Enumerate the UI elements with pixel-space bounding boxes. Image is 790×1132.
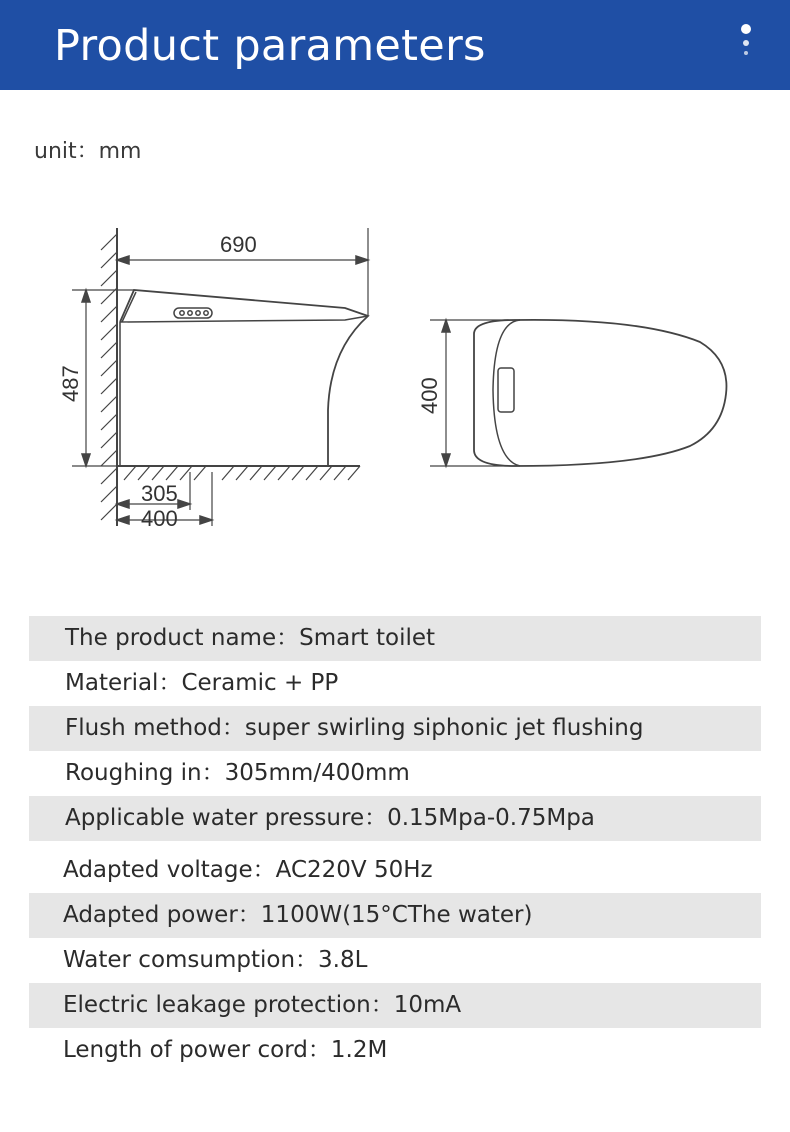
header-bar bbox=[0, 0, 790, 90]
page-title: Product parameters bbox=[54, 21, 486, 71]
spec-label: The product name： bbox=[65, 625, 300, 651]
spec-value: 3.8L bbox=[318, 947, 368, 973]
spec-label: Adapted voltage： bbox=[63, 857, 276, 883]
dim-height-label: 487 bbox=[58, 365, 83, 402]
spec-row bbox=[29, 661, 761, 706]
spec-label: Applicable water pressure： bbox=[65, 805, 388, 831]
dim-rough-305-label: 305 bbox=[141, 481, 178, 506]
spec-row bbox=[29, 751, 761, 796]
spec-label: Electric leakage protection： bbox=[63, 992, 394, 1018]
spec-value: AC220V 50Hz bbox=[275, 857, 433, 883]
spec-value: 0.15Mpa-0.75Mpa bbox=[387, 805, 595, 831]
spec-label: Length of power cord： bbox=[63, 1037, 331, 1063]
spec-label: Roughing in： bbox=[65, 760, 225, 786]
spec-value: 1100W(15°CThe water) bbox=[260, 902, 533, 928]
spec-value: 305mm/400mm bbox=[224, 760, 410, 786]
spec-value: super swirling siphonic jet flushing bbox=[244, 715, 644, 741]
dim-width-label: 400 bbox=[417, 377, 442, 414]
spec-value: Smart toilet bbox=[299, 625, 436, 651]
spec-label: Flush method： bbox=[65, 715, 245, 741]
more-menu-icon[interactable] bbox=[738, 24, 754, 58]
spec-row bbox=[29, 616, 761, 661]
toilet-dimension-drawing bbox=[0, 210, 790, 550]
spec-value: 10mA bbox=[393, 992, 462, 1018]
spec-row bbox=[29, 893, 761, 938]
dim-length-label: 690 bbox=[220, 232, 257, 257]
spec-value: Ceramic + PP bbox=[181, 670, 339, 696]
spec-row bbox=[29, 1028, 761, 1073]
spec-row bbox=[29, 796, 761, 841]
dim-rough-400-label: 400 bbox=[141, 506, 178, 531]
spec-value: 1.2M bbox=[330, 1037, 388, 1063]
spec-row bbox=[29, 848, 761, 893]
spec-label: Material： bbox=[65, 670, 182, 696]
spec-label: Adapted power： bbox=[63, 902, 261, 928]
spec-row bbox=[29, 983, 761, 1028]
unit-label: unit：mm bbox=[34, 139, 142, 164]
spec-row bbox=[29, 938, 761, 983]
spec-row bbox=[29, 706, 761, 751]
spec-label: Water comsumption： bbox=[63, 947, 319, 973]
